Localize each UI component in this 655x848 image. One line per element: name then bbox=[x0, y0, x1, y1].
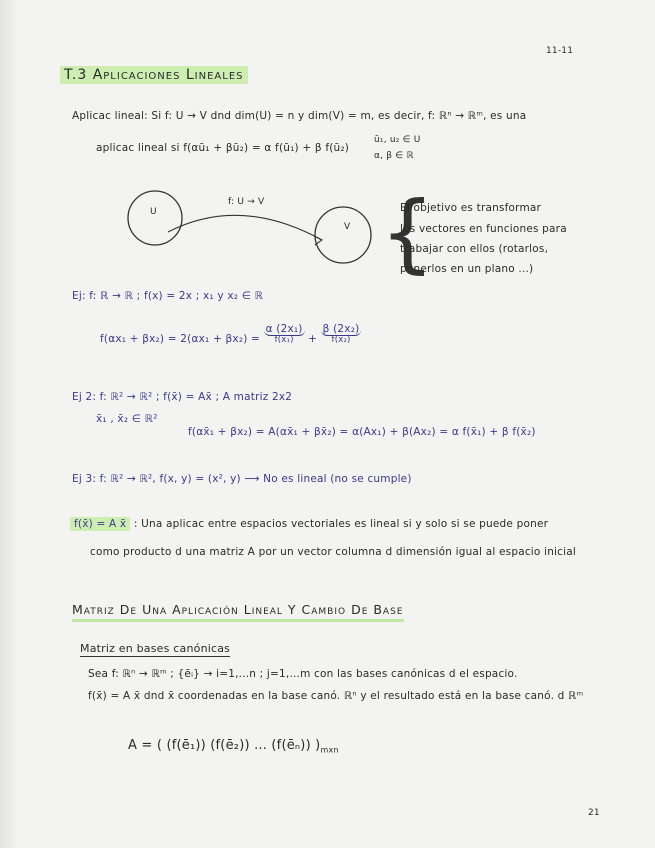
example2-line-2: x̄₁ , x̄₂ ∈ ℝ² bbox=[96, 413, 158, 425]
theorem-line-2: como producto d una matriz A por un vector columna d dimensión igual al espacio inicial bbox=[90, 546, 577, 558]
underbrace-term-1 bbox=[264, 323, 305, 345]
note-line: ponerlos en un plano ...) bbox=[400, 263, 534, 275]
example3-line-1: Ej 3: f: ℝ² → ℝ², f(x, y) = (x², y) ⟶ No es lineal (no se cumple) bbox=[72, 473, 412, 485]
definition-condition-1: ū₁, u₂ ∈ U bbox=[374, 135, 421, 145]
note-line: los vectores en funciones para bbox=[400, 223, 567, 235]
example2-line-1: Ej 2: f: ℝ² → ℝ² ; f(x̄) = Ax̄ ; A matriz 2x2 bbox=[72, 391, 293, 403]
mapping-arrow bbox=[168, 215, 322, 240]
page-number: 21 bbox=[588, 808, 600, 818]
section-line-2: f(x̄) = A x̄ dnd x̄ coordenadas en la base canó. ℝⁿ y el resultado está en la base canó. d ℝᵐ bbox=[88, 690, 584, 702]
underbrace-term-2 bbox=[321, 323, 362, 345]
note-line: trabajar con ellos (rotarlos, bbox=[400, 243, 549, 255]
theorem-formula: f(x̄) = A x̄ bbox=[70, 517, 130, 531]
definition-line-1: Aplicac lineal: Si f: U → V dnd dim(U) = n y dim(V) = m, es decir, f: ℝⁿ → ℝᵐ, es una bbox=[72, 110, 527, 122]
term-1: α (2x₁) bbox=[265, 323, 303, 335]
theorem-text-1: : Una aplicac entre espacios vectoriales es lineal si y solo si se puede poner bbox=[133, 518, 549, 530]
matrix-formula bbox=[128, 738, 339, 755]
section-subtitle: Matriz en bases canónicas bbox=[80, 642, 231, 655]
plus-sign: + bbox=[308, 333, 318, 345]
example2-line-3: f(αx̄₁ + βx₂) = A(αx̄₁ + βx̄₂) = α(Ax₁) + β(Ax₂) = α f(x̄₁) + β f(x̄₂) bbox=[188, 426, 536, 438]
example1-line-2 bbox=[100, 323, 361, 345]
example1-prefix: f(αx₁ + βx₂) = 2(αx₁ + βx₂) = bbox=[100, 333, 261, 345]
term-1-label: f(x₁) bbox=[274, 335, 294, 345]
definition-line-2: aplicac lineal si f(αū₁ + βū₂) = α f(ū₁) + β f(ū₂) bbox=[96, 142, 350, 154]
theorem-line-1 bbox=[70, 518, 548, 530]
set-v-circle bbox=[315, 207, 371, 263]
page-title: T.3 Aplicaciones Lineales bbox=[60, 66, 248, 84]
term-2: β (2x₂) bbox=[322, 323, 360, 335]
term-2-label: f(x₂) bbox=[331, 335, 351, 345]
brace-icon: { bbox=[380, 183, 435, 283]
section-line-1: Sea f: ℝⁿ → ℝᵐ ; {ēᵢ} → i=1,...n ; j=1,...m con las bases canónicas d el espacio. bbox=[88, 668, 518, 680]
set-v-label: V bbox=[344, 222, 351, 232]
note-line: El objetivo es transformar bbox=[400, 202, 542, 214]
example1-line-1: Ej: f: ℝ → ℝ ; f(x) = 2x ; x₁ y x₂ ∈ ℝ bbox=[72, 290, 264, 302]
set-u-label: U bbox=[150, 207, 157, 217]
matrix-expression: A = ( (f(ē₁)) (f(ē₂)) ... (f(ēₙ)) ) bbox=[128, 738, 321, 753]
matrix-dimension: mxn bbox=[320, 745, 339, 755]
section-title: Matriz De Una Aplicación Lineal Y Cambio De Base bbox=[72, 602, 404, 622]
definition-condition-2: α, β ∈ ℝ bbox=[374, 151, 414, 161]
arrow-label: f: U → V bbox=[228, 197, 265, 207]
date: 11-11 bbox=[546, 46, 574, 56]
set-u-circle bbox=[128, 191, 182, 245]
